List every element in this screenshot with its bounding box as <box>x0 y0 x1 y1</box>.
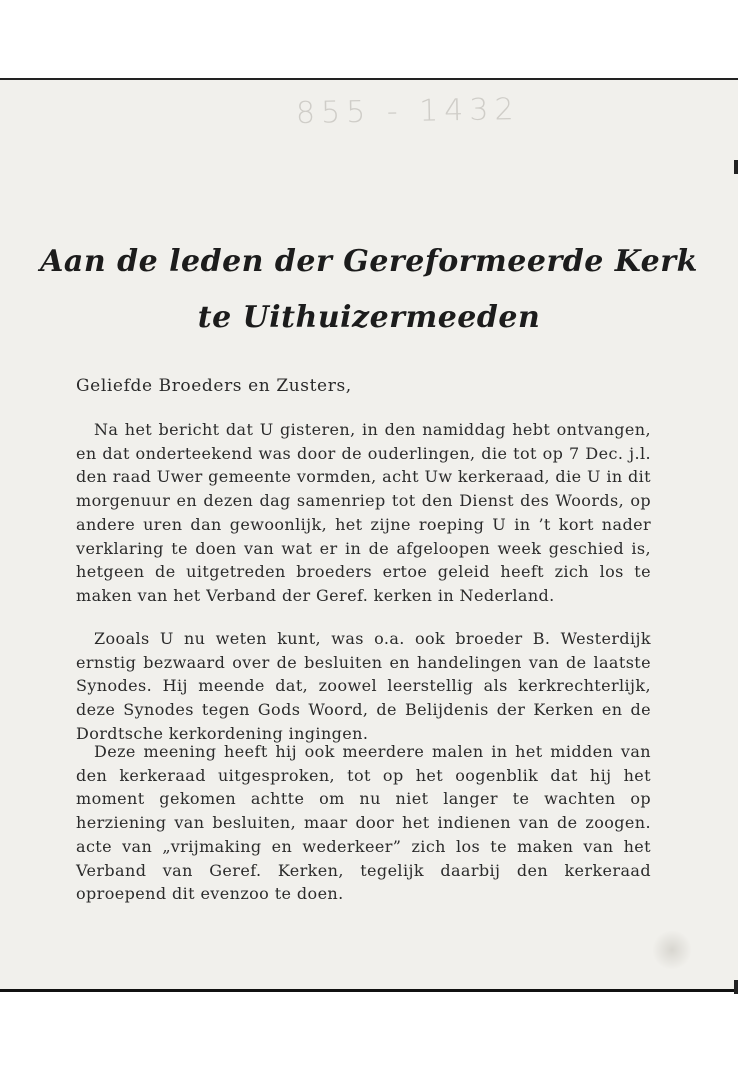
paragraph-3 <box>76 740 651 906</box>
paragraph-text: Zooals U nu weten kunt, was o.a. ook broeder B. Westerdijk ernstig bezwaard over de besluiten en handelingen van de laatste Synodes. Hij meende dat, zoowel leerstellig als kerkrechterlijk, deze Synodes tegen Gods Woord, de Belijdenis der Kerken en de Dordtsche kerkordening ingingen. <box>76 629 651 743</box>
edge-mark <box>734 980 738 994</box>
paragraph-text: Deze meening heeft hij ook meerdere malen in het midden van den kerkeraad uitgesproken, tot op het oogenblik dat hij het moment gekomen achtte om nu niet langer te wachten op herziening van besluiten, maar door het indienen van de zoogen. acte van „vrijmaking en wederkeer” zich los te maken van het Verband van Geref. Kerken, tegelijk daarbij den kerkeraad oproepend dit evenzoo te doen. <box>76 742 651 904</box>
salutation: Geliefde Broeders en Zusters, <box>76 376 352 396</box>
document-title-line-1: Aan de leden der Gereformeerde Kerk <box>40 244 698 279</box>
edge-mark <box>734 160 738 174</box>
paragraph-1 <box>76 418 651 608</box>
paper-smudge <box>652 930 692 970</box>
archive-pencil-note: 855 - 1432 <box>295 92 520 131</box>
document-title-line-2: te Uithuizermeeden <box>197 300 541 335</box>
paragraph-2 <box>76 627 651 746</box>
paragraph-text: Na het bericht dat U gisteren, in den namiddag hebt ontvangen, en dat onderteekend was door de ouderlingen, die tot op 7 Dec. j.l. den raad Uwer gemeente vormden, acht Uw kerkeraad, die U in dit morgenuur en dezen dag samenriep tot den Dienst des Woords, op andere uren dan gewoonlijk, het zijne roeping U in ’t kort nader verklaring te doen van wat er in de afgeloopen week geschied is, hetgeen de uitgetreden broeders ertoe geleid heeft zich los te maken van het Verband der Geref. kerken in Nederland. <box>76 420 652 605</box>
